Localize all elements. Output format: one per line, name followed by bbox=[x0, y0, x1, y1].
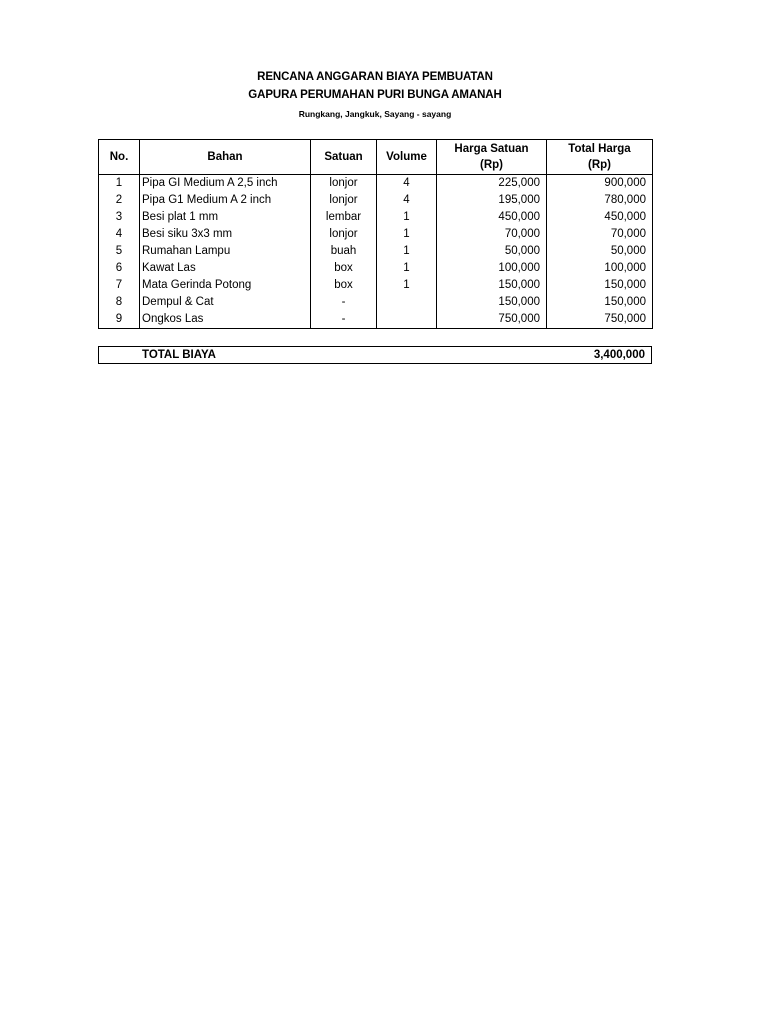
cell-bahan: Rumahan Lampu bbox=[140, 243, 311, 260]
total-biaya-label: TOTAL BIAYA bbox=[142, 349, 216, 361]
cell-harga-satuan: 195,000 bbox=[437, 192, 547, 209]
cell-no: 4 bbox=[99, 226, 140, 243]
cell-total-harga: 450,000 bbox=[547, 209, 653, 226]
cell-volume bbox=[377, 294, 437, 311]
cell-volume: 1 bbox=[377, 209, 437, 226]
header-harga-satuan-line1: Harga Satuan bbox=[454, 143, 529, 155]
cell-satuan: lembar bbox=[311, 209, 377, 226]
cell-satuan: box bbox=[311, 277, 377, 294]
header-total-harga-line1: Total Harga bbox=[568, 143, 631, 155]
cell-total-harga: 900,000 bbox=[547, 175, 653, 193]
cell-total-harga: 750,000 bbox=[547, 311, 653, 329]
cell-harga-satuan: 150,000 bbox=[437, 277, 547, 294]
table-row bbox=[99, 260, 653, 277]
cell-no: 8 bbox=[99, 294, 140, 311]
cell-volume: 1 bbox=[377, 226, 437, 243]
cell-no: 6 bbox=[99, 260, 140, 277]
total-biaya-row bbox=[98, 346, 652, 364]
document-location: Rungkang, Jangkuk, Sayang - sayang bbox=[298, 109, 452, 119]
cell-no: 7 bbox=[99, 277, 140, 294]
cell-total-harga: 150,000 bbox=[547, 277, 653, 294]
cell-no: 9 bbox=[99, 311, 140, 329]
cell-volume bbox=[377, 311, 437, 329]
table-row bbox=[99, 243, 653, 260]
cell-satuan: - bbox=[311, 311, 377, 329]
table-header-row bbox=[99, 140, 653, 175]
table-row bbox=[99, 226, 653, 243]
header-harga-satuan-line2: (Rp) bbox=[480, 159, 503, 171]
cell-volume: 1 bbox=[377, 243, 437, 260]
cell-harga-satuan: 50,000 bbox=[437, 243, 547, 260]
cell-total-harga: 100,000 bbox=[547, 260, 653, 277]
header-satuan: Satuan bbox=[311, 140, 377, 175]
cell-satuan: lonjor bbox=[311, 175, 377, 193]
header-no: No. bbox=[99, 140, 140, 175]
cell-bahan: Pipa G1 Medium A 2 inch bbox=[140, 192, 311, 209]
table-row bbox=[99, 192, 653, 209]
header-bahan: Bahan bbox=[140, 140, 311, 175]
cell-no: 3 bbox=[99, 209, 140, 226]
cell-satuan: lonjor bbox=[311, 192, 377, 209]
cell-satuan: lonjor bbox=[311, 226, 377, 243]
cell-bahan: Pipa GI Medium A 2,5 inch bbox=[140, 175, 311, 193]
cell-total-harga: 50,000 bbox=[547, 243, 653, 260]
cell-harga-satuan: 150,000 bbox=[437, 294, 547, 311]
table-row bbox=[99, 311, 653, 329]
budget-table bbox=[98, 139, 653, 329]
cell-no: 2 bbox=[99, 192, 140, 209]
document-subtitle: GAPURA PERUMAHAN PURI BUNGA AMANAH bbox=[248, 89, 502, 101]
cell-harga-satuan: 750,000 bbox=[437, 311, 547, 329]
cell-harga-satuan: 225,000 bbox=[437, 175, 547, 193]
header-volume: Volume bbox=[377, 140, 437, 175]
cell-harga-satuan: 70,000 bbox=[437, 226, 547, 243]
table-row bbox=[99, 209, 653, 226]
table-row bbox=[99, 175, 653, 193]
table-row bbox=[99, 294, 653, 311]
header-total-harga-line2: (Rp) bbox=[588, 159, 611, 171]
cell-no: 1 bbox=[99, 175, 140, 193]
cell-bahan: Besi siku 3x3 mm bbox=[140, 226, 311, 243]
cell-volume: 1 bbox=[377, 277, 437, 294]
cell-satuan: - bbox=[311, 294, 377, 311]
table-row bbox=[99, 277, 653, 294]
cell-volume: 1 bbox=[377, 260, 437, 277]
cell-satuan: buah bbox=[311, 243, 377, 260]
cell-volume: 4 bbox=[377, 175, 437, 193]
cell-harga-satuan: 100,000 bbox=[437, 260, 547, 277]
cell-satuan: box bbox=[311, 260, 377, 277]
cell-bahan: Kawat Las bbox=[140, 260, 311, 277]
header-harga-satuan bbox=[437, 140, 547, 175]
cell-bahan: Ongkos Las bbox=[140, 311, 311, 329]
cell-total-harga: 150,000 bbox=[547, 294, 653, 311]
cell-no: 5 bbox=[99, 243, 140, 260]
cell-bahan: Dempul & Cat bbox=[140, 294, 311, 311]
total-biaya-value: 3,400,000 bbox=[593, 349, 645, 361]
cell-harga-satuan: 450,000 bbox=[437, 209, 547, 226]
cell-volume: 4 bbox=[377, 192, 437, 209]
cell-total-harga: 70,000 bbox=[547, 226, 653, 243]
cell-bahan: Mata Gerinda Potong bbox=[140, 277, 311, 294]
document-title: RENCANA ANGGARAN BIAYA PEMBUATAN bbox=[257, 71, 493, 83]
cell-bahan: Besi plat 1 mm bbox=[140, 209, 311, 226]
header-total-harga bbox=[547, 140, 653, 175]
cell-total-harga: 780,000 bbox=[547, 192, 653, 209]
